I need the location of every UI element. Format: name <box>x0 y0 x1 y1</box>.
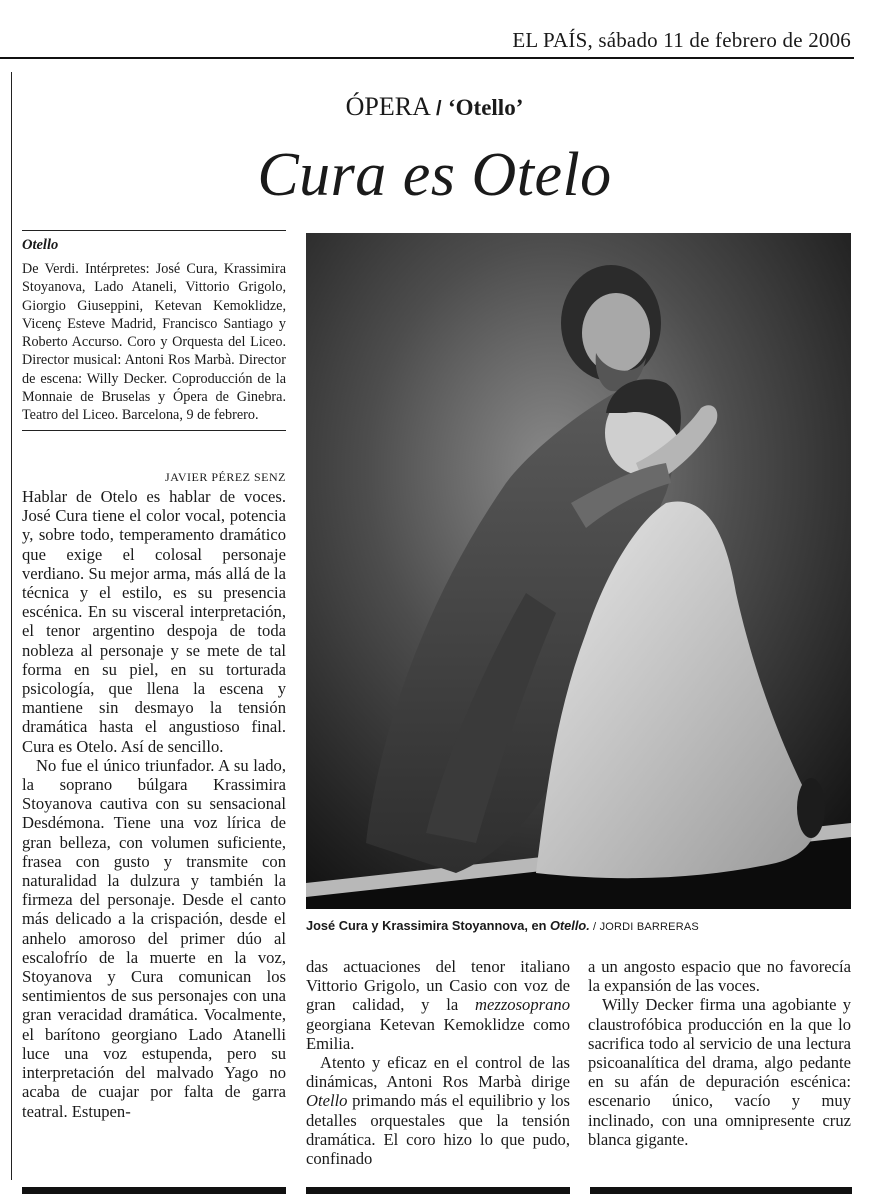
text-run: das actuaciones del tenor italiano Vittorio Grigolo, un Casio con voz de gran calidad, y la <box>306 957 570 1015</box>
section-name: ÓPERA <box>345 92 430 121</box>
caption-text: José Cura y Krassimira Stoyannova, en <box>306 918 550 933</box>
article-column-2 <box>306 957 570 1177</box>
article-column-3 <box>588 957 851 1177</box>
left-margin-rule <box>11 72 12 1180</box>
byline: JAVIER PÉREZ SENZ <box>165 470 286 484</box>
photo-illustration <box>306 233 851 909</box>
text-run-italic: Otello <box>306 1091 348 1111</box>
paragraph: a un angosto espacio que no favorecía la expansión de las voces. <box>588 957 851 996</box>
masthead-rule <box>0 57 854 59</box>
section-label <box>0 92 869 122</box>
info-box-text: De Verdi. Intérpretes: José Cura, Krassimira Stoyanova, Lado Ataneli, Vittorio Grigolo, Giorgio Giuseppini, Ketevan Kemoklidze, Vicenç Esteve Madrid, Francisco Santiago y Roberto Accurso. Coro y Orquesta del Liceo. Director musical: Antoni Ros Marbà. Director de escena: Willy Decker. Coproducción de la Monnaie de Bruselas y Ópera de Ginebra. Teatro del Liceo. Barcelona, 9 de febrero. <box>22 261 286 424</box>
section-work-title: ‘Otello’ <box>448 95 524 120</box>
text-run: Atento y eficaz en el control de las dinámicas, Antoni Ros Marbà dirige <box>306 1053 570 1092</box>
info-box-title: Otello <box>22 237 59 253</box>
text-run-italic: mezzosoprano <box>475 995 570 1015</box>
photo-credit: / JORDI BARRERAS <box>589 921 699 933</box>
paragraph <box>306 957 570 1053</box>
paragraph: Hablar de Otelo es hablar de voces. José Cura tiene el color vocal, potencia y, sobre todo, temperamento dramático que exige el colosal personaje verdiano. Su mejor arma, más allá de la técnica y el estilo, es su presencia escénica. En su visceral interpretación, el tenor argentino despoja de toda nobleza al personaje y se mete de tal forma en su piel, en su torturada psicología, que llena la escena y mantiene sin desmayo la tensión dramática hasta el angustioso final. Cura es Otelo. Así de sencillo. <box>22 487 286 756</box>
info-box-top-rule <box>22 230 286 231</box>
paragraph <box>306 1053 570 1168</box>
masthead-date: EL PAÍS, sábado 11 de febrero de 2006 <box>512 28 851 52</box>
bottom-rule-center <box>306 1187 570 1194</box>
headline: Cura es Otelo <box>257 141 612 209</box>
text-run: georgiana Ketevan Kemoklidze como Emilia. <box>306 1014 570 1053</box>
section-separator: / <box>435 98 442 120</box>
article-column-1 <box>22 487 286 1177</box>
paragraph: No fue el único triunfador. A su lado, la soprano búlgara Krassimira Stoyanova cautiva con su sensacional Desdémona. Tiene una voz lírica de gran belleza, con volumen suficiente, frasea con gusto y transmite con naturalidad la dulzura y también la firmeza del personaje. Desde el canto más delicado a la crispación, desde el anhelo amoroso del primer dúo al escalofrío de la muerte en la voz, Stoyanova y Cura comunican los sentimientos de sus personajes con una gran veracidad dramática. Vocalmente, el barítono georgiano Lado Atanelli luce una voz estupenda, pero su interpretación del malvado Yago no acaba de cuajar por falta de garra teatral. Estupen- <box>22 755 286 1121</box>
photo-caption <box>306 918 851 933</box>
info-box-bottom-rule <box>22 430 286 431</box>
caption-work: Otello. <box>549 918 590 933</box>
opera-scene-photo <box>306 233 851 909</box>
bottom-rule-left <box>22 1187 286 1194</box>
text-run: primando más el equilibrio y los detalles orquestales que la tensión dramática. El coro hizo lo que pudo, confinado <box>306 1091 570 1169</box>
paragraph: Willy Decker firma una agobiante y claustrofóbica producción en la que lo sacrifica todo al servicio de una lectura psicoanalítica del drama, algo pedante en su afán de depuración escénica: escenario único, vacío y muy inclinado, con una omnipresente cruz blanca gigante. <box>588 995 851 1149</box>
bottom-rule-right <box>590 1187 852 1194</box>
info-box <box>22 230 286 431</box>
